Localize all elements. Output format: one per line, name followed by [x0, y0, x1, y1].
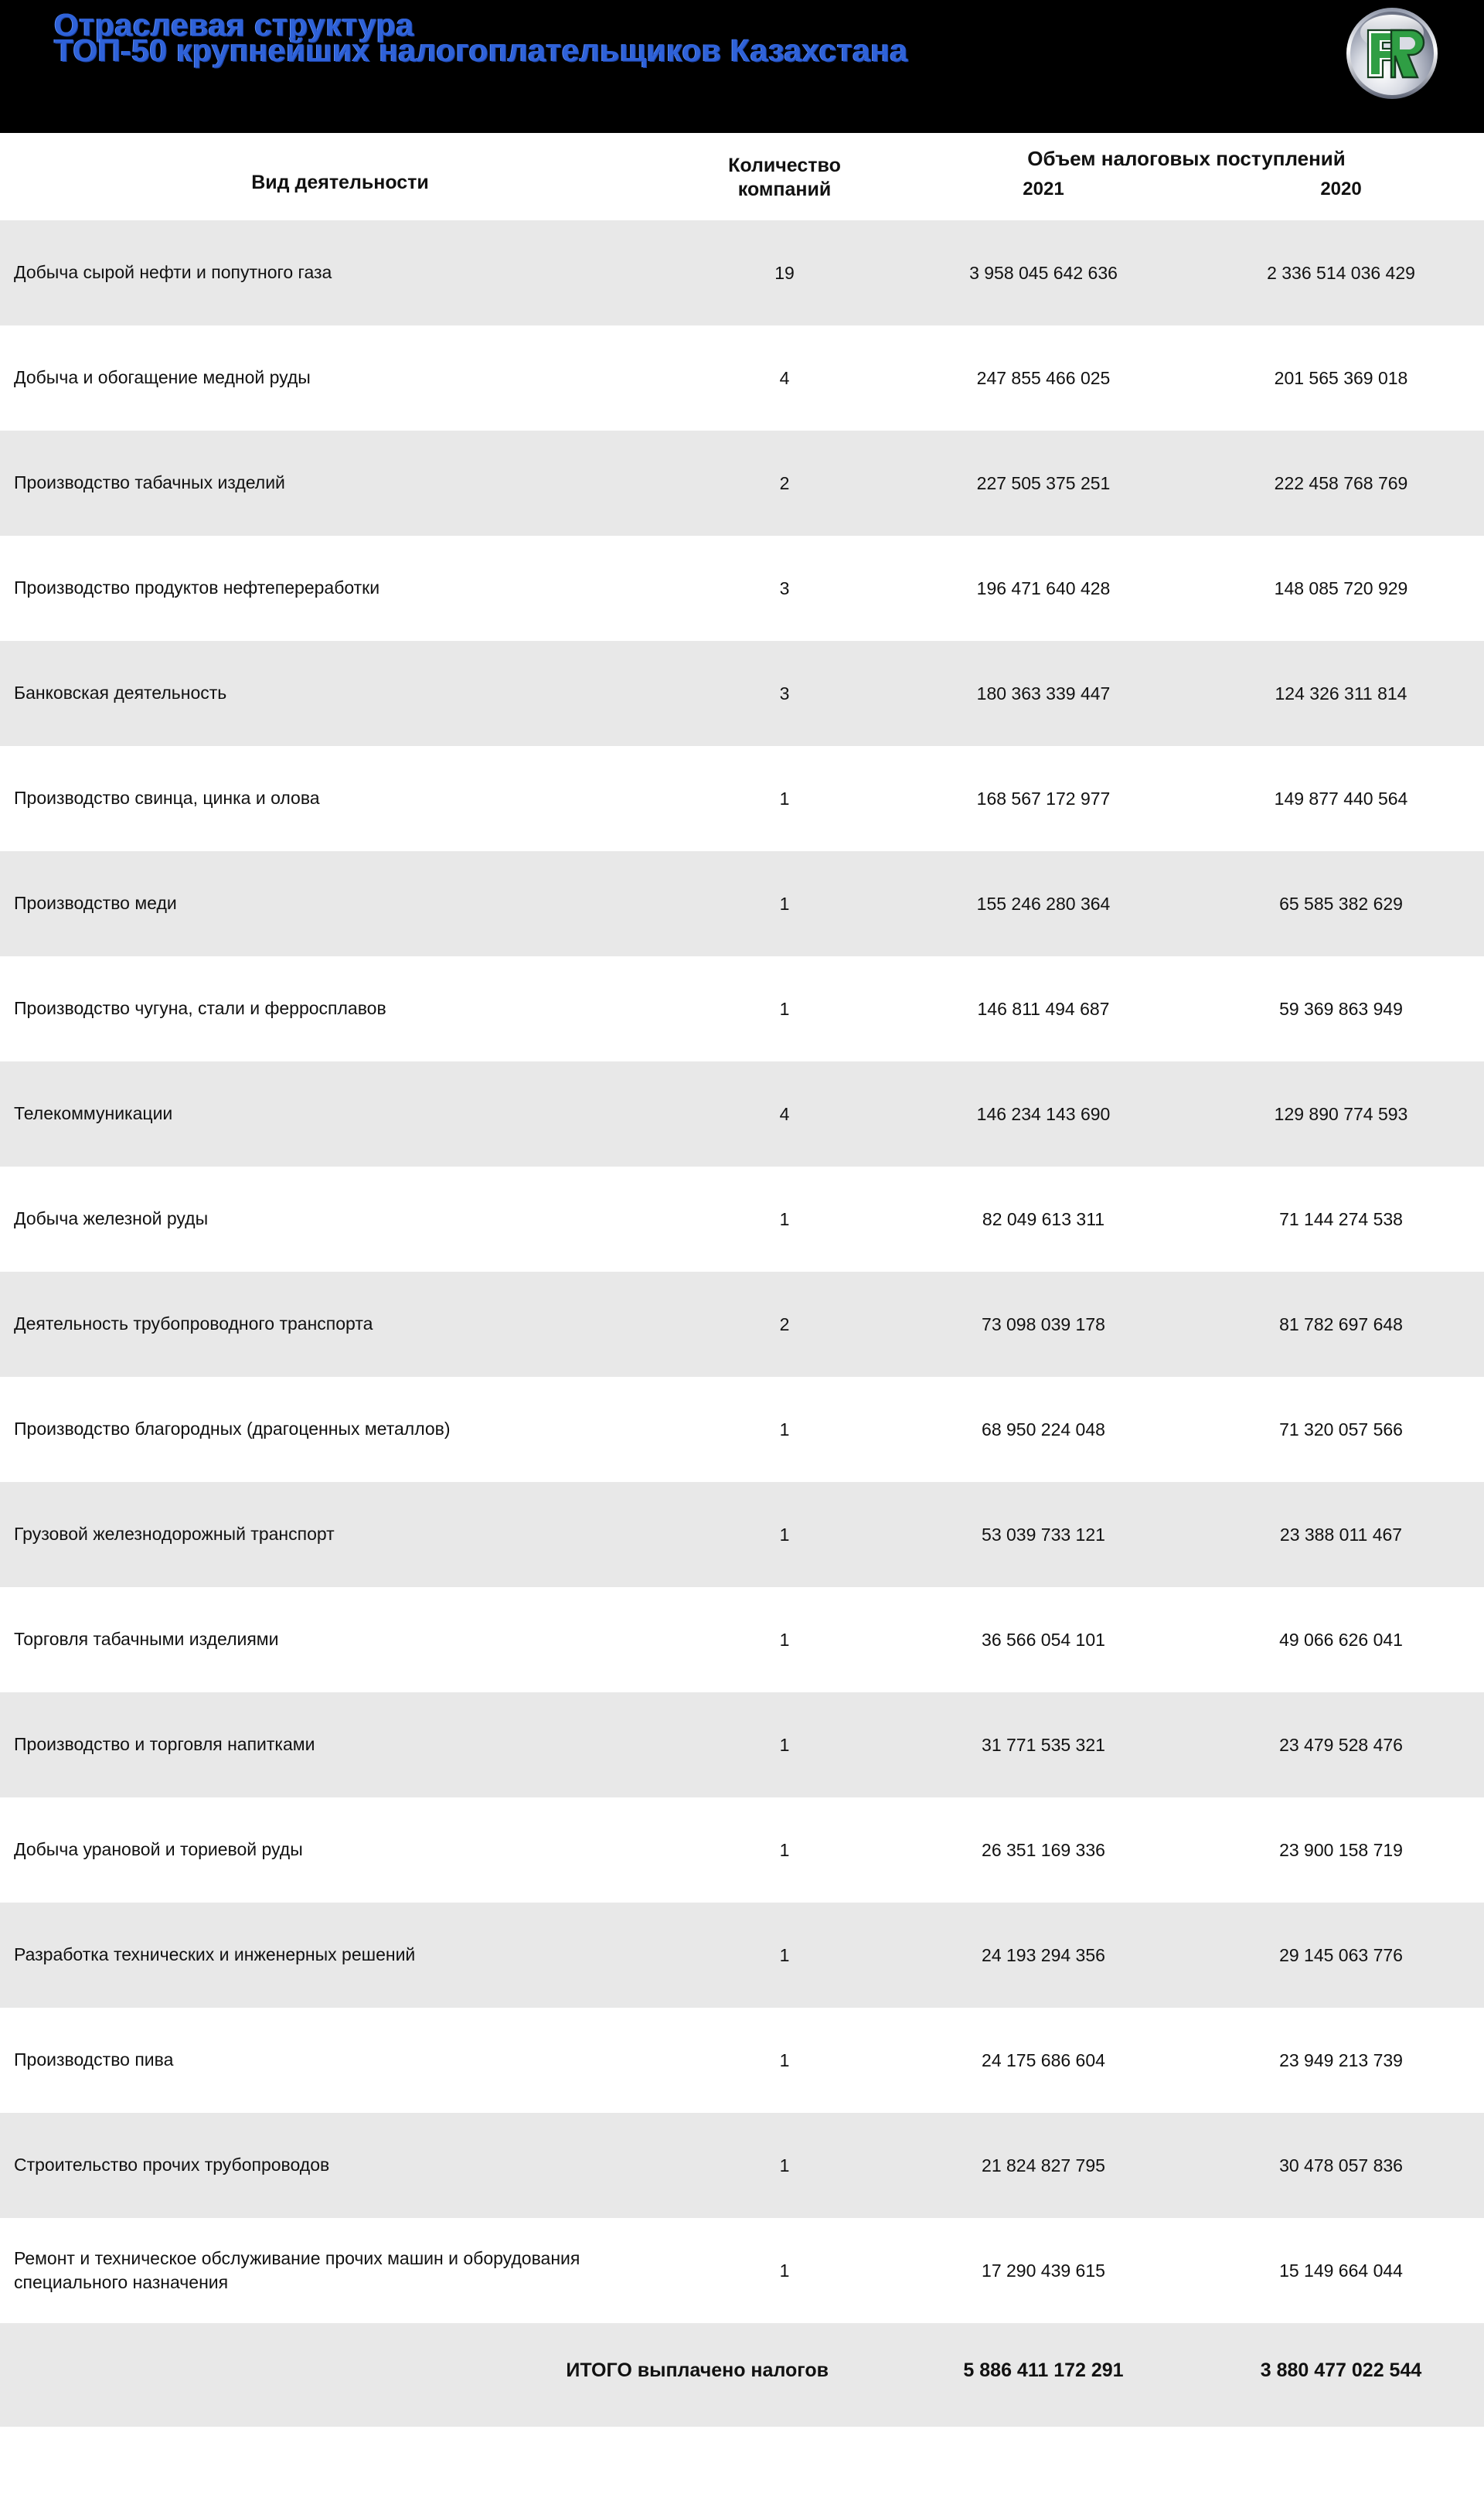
table-header-row-group: [0, 133, 1484, 179]
table-row: [0, 1587, 1484, 1692]
table-row: [0, 1167, 1484, 1272]
table-row: [0, 325, 1484, 431]
total-amount-2020: 3 880 477 022 544: [1198, 2323, 1484, 2417]
page-title-line-1: Отраслевая структура: [54, 7, 414, 43]
page-header: [0, 0, 1484, 133]
column-header-company-count-line1: Количество: [728, 154, 841, 176]
cell-company-count: 4: [680, 1061, 889, 1167]
table-row: [0, 2113, 1484, 2218]
cell-amount-2020: 201 565 369 018: [1198, 325, 1484, 431]
cell-amount-2020: 23 949 213 739: [1198, 2008, 1484, 2113]
cell-company-count: 2: [680, 431, 889, 536]
cell-company-count: 3: [680, 641, 889, 746]
cell-activity: Разработка технических и инженерных решений: [0, 1903, 680, 2008]
cell-amount-2020: 124 326 311 814: [1198, 641, 1484, 746]
cell-amount-2021: 146 234 143 690: [889, 1061, 1198, 1167]
cell-company-count: 4: [680, 325, 889, 431]
cell-amount-2020: 23 388 011 467: [1198, 1482, 1484, 1587]
cell-company-count: 1: [680, 746, 889, 851]
table-row: [0, 2218, 1484, 2323]
table-row: [0, 536, 1484, 641]
cell-activity: Добыча сырой нефти и попутного газа: [0, 220, 680, 325]
table-row: [0, 851, 1484, 956]
cell-company-count: 1: [680, 1692, 889, 1797]
cell-amount-2020: 2 336 514 036 429: [1198, 220, 1484, 325]
cell-amount-2020: 30 478 057 836: [1198, 2113, 1484, 2218]
cell-amount-2020: 65 585 382 629: [1198, 851, 1484, 956]
cell-company-count: 1: [680, 1377, 889, 1482]
table-row: [0, 956, 1484, 1061]
table-body: [0, 220, 1484, 2323]
cell-activity: Производство свинца, цинка и олова: [0, 746, 680, 851]
cell-company-count: 1: [680, 1797, 889, 1903]
cell-activity: Добыча урановой и ториевой руды: [0, 1797, 680, 1903]
cell-amount-2020: 129 890 774 593: [1198, 1061, 1484, 1167]
cell-amount-2020: 148 085 720 929: [1198, 536, 1484, 641]
cell-amount-2020: 49 066 626 041: [1198, 1587, 1484, 1692]
cell-company-count: 2: [680, 1272, 889, 1377]
cell-amount-2021: 146 811 494 687: [889, 956, 1198, 1061]
cell-activity: Телекоммуникации: [0, 1061, 680, 1167]
cell-company-count: 1: [680, 956, 889, 1061]
cell-company-count: 1: [680, 2113, 889, 2218]
cell-company-count: 1: [680, 1903, 889, 2008]
table-row: [0, 1482, 1484, 1587]
cell-amount-2020: 23 479 528 476: [1198, 1692, 1484, 1797]
cell-activity: Добыча железной руды: [0, 1167, 680, 1272]
cell-activity: Производство продуктов нефтепереработки: [0, 536, 680, 641]
cell-activity: Строительство прочих трубопроводов: [0, 2113, 680, 2218]
cell-company-count: 1: [680, 2008, 889, 2113]
cell-amount-2021: 68 950 224 048: [889, 1377, 1198, 1482]
column-header-activity: Вид деятельности: [0, 133, 680, 220]
cell-company-count: 1: [680, 2218, 889, 2323]
fr-logo-icon: [1345, 6, 1439, 101]
cell-activity: Ремонт и техническое обслуживание прочих машин и оборудования специального назначения: [0, 2218, 680, 2323]
cell-amount-2021: 26 351 169 336: [889, 1797, 1198, 1903]
cell-activity: Производство и торговля напитками: [0, 1692, 680, 1797]
column-header-year-2021: 2021: [889, 179, 1198, 220]
column-header-company-count: [680, 133, 889, 220]
cell-amount-2021: 36 566 054 101: [889, 1587, 1198, 1692]
cell-amount-2021: 155 246 280 364: [889, 851, 1198, 956]
cell-activity: Производство пива: [0, 2008, 680, 2113]
cell-activity: Производство чугуна, стали и ферросплавов: [0, 956, 680, 1061]
column-header-tax-volume: Объем налоговых поступлений: [889, 133, 1484, 179]
cell-amount-2021: 17 290 439 615: [889, 2218, 1198, 2323]
cell-amount-2021: 3 958 045 642 636: [889, 220, 1198, 325]
cell-amount-2021: 24 193 294 356: [889, 1903, 1198, 2008]
cell-company-count: 1: [680, 851, 889, 956]
cell-company-count: 3: [680, 536, 889, 641]
taxpayers-table: [0, 133, 1484, 2417]
table-row: [0, 431, 1484, 536]
cell-amount-2021: 168 567 172 977: [889, 746, 1198, 851]
cell-activity: Банковская деятельность: [0, 641, 680, 746]
table-row: [0, 1903, 1484, 2008]
total-row: [0, 2323, 1484, 2417]
table-row: [0, 746, 1484, 851]
cell-amount-2021: 180 363 339 447: [889, 641, 1198, 746]
cell-amount-2021: 227 505 375 251: [889, 431, 1198, 536]
table-header: [0, 133, 1484, 220]
cell-company-count: 1: [680, 1482, 889, 1587]
cell-amount-2020: 71 144 274 538: [1198, 1167, 1484, 1272]
table-row: [0, 1377, 1484, 1482]
cell-company-count: 1: [680, 1587, 889, 1692]
cell-activity: Производство меди: [0, 851, 680, 956]
cell-activity: Производство табачных изделий: [0, 431, 680, 536]
cell-amount-2020: 23 900 158 719: [1198, 1797, 1484, 1903]
column-header-company-count-line2: компаний: [737, 178, 832, 200]
header-title-block: [54, 9, 1213, 66]
cell-activity: Деятельность трубопроводного транспорта: [0, 1272, 680, 1377]
table-row: [0, 1061, 1484, 1167]
cell-amount-2020: 71 320 057 566: [1198, 1377, 1484, 1482]
table-row: [0, 1272, 1484, 1377]
table-row: [0, 1692, 1484, 1797]
cell-amount-2021: 53 039 733 121: [889, 1482, 1198, 1587]
cell-amount-2021: 196 471 640 428: [889, 536, 1198, 641]
cell-amount-2020: 149 877 440 564: [1198, 746, 1484, 851]
cell-activity: Производство благородных (драгоценных металлов): [0, 1377, 680, 1482]
cell-activity: Грузовой железнодорожный транспорт: [0, 1482, 680, 1587]
cell-amount-2021: 73 098 039 178: [889, 1272, 1198, 1377]
cell-amount-2021: 24 175 686 604: [889, 2008, 1198, 2113]
cell-amount-2020: 29 145 063 776: [1198, 1903, 1484, 2008]
cell-company-count: 1: [680, 1167, 889, 1272]
table-row: [0, 641, 1484, 746]
cell-amount-2021: 21 824 827 795: [889, 2113, 1198, 2218]
table-row: [0, 220, 1484, 325]
cell-amount-2020: 59 369 863 949: [1198, 956, 1484, 1061]
cell-activity: Добыча и обогащение медной руды: [0, 325, 680, 431]
table-footer: [0, 2323, 1484, 2417]
table-row: [0, 2008, 1484, 2113]
cell-activity: Торговля табачными изделиями: [0, 1587, 680, 1692]
table-row: [0, 1797, 1484, 1903]
cell-amount-2021: 31 771 535 321: [889, 1692, 1198, 1797]
total-label: ИТОГО выплачено налогов: [0, 2323, 889, 2417]
cell-amount-2021: 247 855 466 025: [889, 325, 1198, 431]
cell-company-count: 19: [680, 220, 889, 325]
bottom-strip: [0, 2417, 1484, 2427]
cell-amount-2020: 81 782 697 648: [1198, 1272, 1484, 1377]
cell-amount-2020: 222 458 768 769: [1198, 431, 1484, 536]
total-amount-2021: 5 886 411 172 291: [889, 2323, 1198, 2417]
column-header-year-2020: 2020: [1198, 179, 1484, 220]
page-title-line-2: ТОП-50 крупнейших налогоплательщиков Казахстана: [54, 32, 908, 68]
cell-amount-2020: 15 149 664 044: [1198, 2218, 1484, 2323]
cell-amount-2021: 82 049 613 311: [889, 1167, 1198, 1272]
